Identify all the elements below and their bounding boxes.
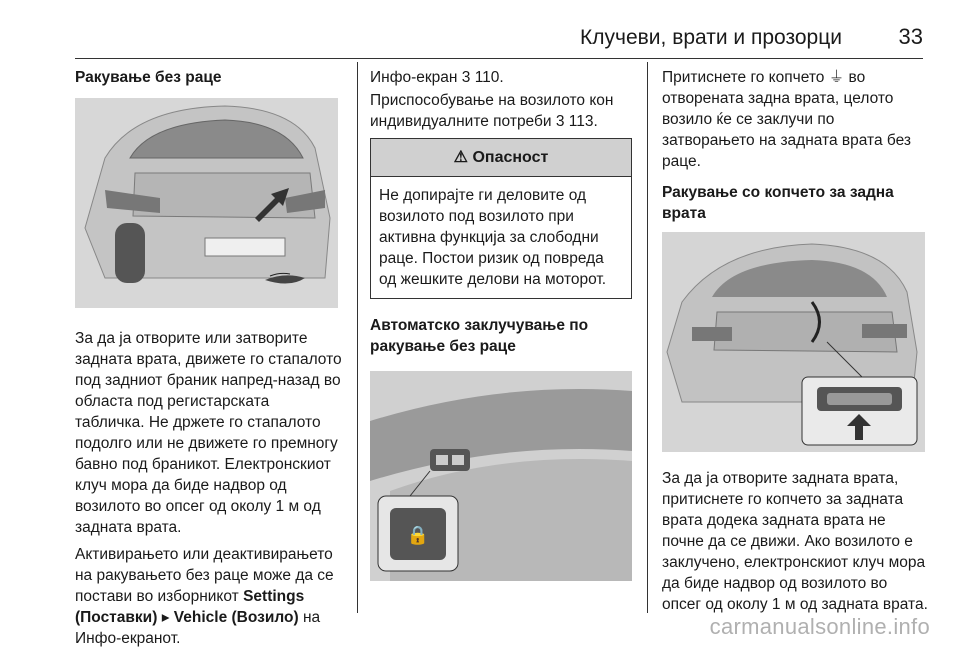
activation-text-end: на Инфо-екранот. [75, 609, 321, 647]
figure-tailgate-button [662, 232, 925, 452]
menu-item-vehicle: Vehicle (Возило) [173, 609, 299, 626]
paragraph-activation-setting [75, 544, 343, 649]
reference-personalization: Приспособување на возилото кон индивидуалните потреби 3 113. [370, 92, 614, 130]
section-heading-auto-lock: Автоматско заклучување по ракување без раце [370, 317, 589, 355]
lock-button-text-start: Притиснете го копчето [662, 69, 825, 86]
lock-button-icon: ⏚ [828, 69, 845, 86]
warning-triangle-icon: ⚠ [453, 149, 468, 166]
reference-personalization-page: 113 [568, 113, 594, 130]
running-header-title: Клучеви, врати и прозорци [580, 26, 842, 49]
paragraph-open-close-tailgate: За да ја отворите или затворите задната врата, движете го стапалото под задниот браник напред-назад во областа под регистарската табличка. Не држете го стапалото подолго или не движете го премногу бавно под браникот. Електронскиот клуч мора да биде надвор од возилото во опсег од околу 1 м од задната врата. [75, 330, 342, 536]
reference-infoscreen-page: 110 [474, 69, 500, 86]
lock-button-text-end: во отворената задна врата, целото возило ќе се заклучи по затворањето на задната врата без раце. [662, 69, 911, 170]
section-heading-tailgate-button: Ракување со копчето за задна врата [662, 184, 894, 222]
column-2 [370, 67, 632, 581]
paragraph-open-tailgate-button: За да ја отворите задната врата, притиснете го копчето за задната врата додека задната врата не почне да се движи. Ако возилото е заклучено, електронскиот клуч мора да биде надвор од возилото во опсег од околу 1 м од задната врата. [662, 470, 928, 613]
column-1 [75, 67, 343, 655]
column-3 [662, 67, 928, 621]
figure-tailgate-lock-button [370, 371, 632, 581]
svg-text:🔒: 🔒 [406, 525, 430, 546]
reference-infoscreen-text: Инфо-екран [370, 69, 458, 86]
column-divider-1 [357, 62, 358, 613]
warning-header [371, 139, 631, 177]
reference-infoscreen: Инфо-екран 3 110. [370, 69, 504, 86]
column-divider-2 [647, 62, 648, 613]
page-ref-icon: 3 [461, 69, 471, 86]
warning-text: Не допирајте ги деловите од возилото под возилото при активна функција за слободни раце. Постои ризик од повреда од жешките делови на моторот. [379, 187, 607, 288]
menu-item-settings: Settings (Поставки) [75, 588, 305, 626]
reference-personalization-text: Приспособување на возилото кон индивидуалните потреби [370, 92, 614, 130]
page-number: 33 [898, 24, 923, 49]
menu-arrow-icon: ▸ [161, 609, 170, 626]
section-heading-hands-free: Ракување без раце [75, 69, 222, 86]
watermark: carmanualsonline.info [709, 614, 930, 639]
page-ref-icon: 3 [555, 113, 565, 130]
figure-hands-free-tailgate [75, 98, 338, 308]
paragraph-lock-button [662, 67, 928, 172]
danger-warning-box [370, 138, 632, 299]
header-rule [75, 58, 923, 59]
activation-text-start: Активирањето или деактивирањето на ракувањето без раце може да се постави во изборникот [75, 546, 334, 605]
warning-title: Опасност [472, 149, 549, 166]
